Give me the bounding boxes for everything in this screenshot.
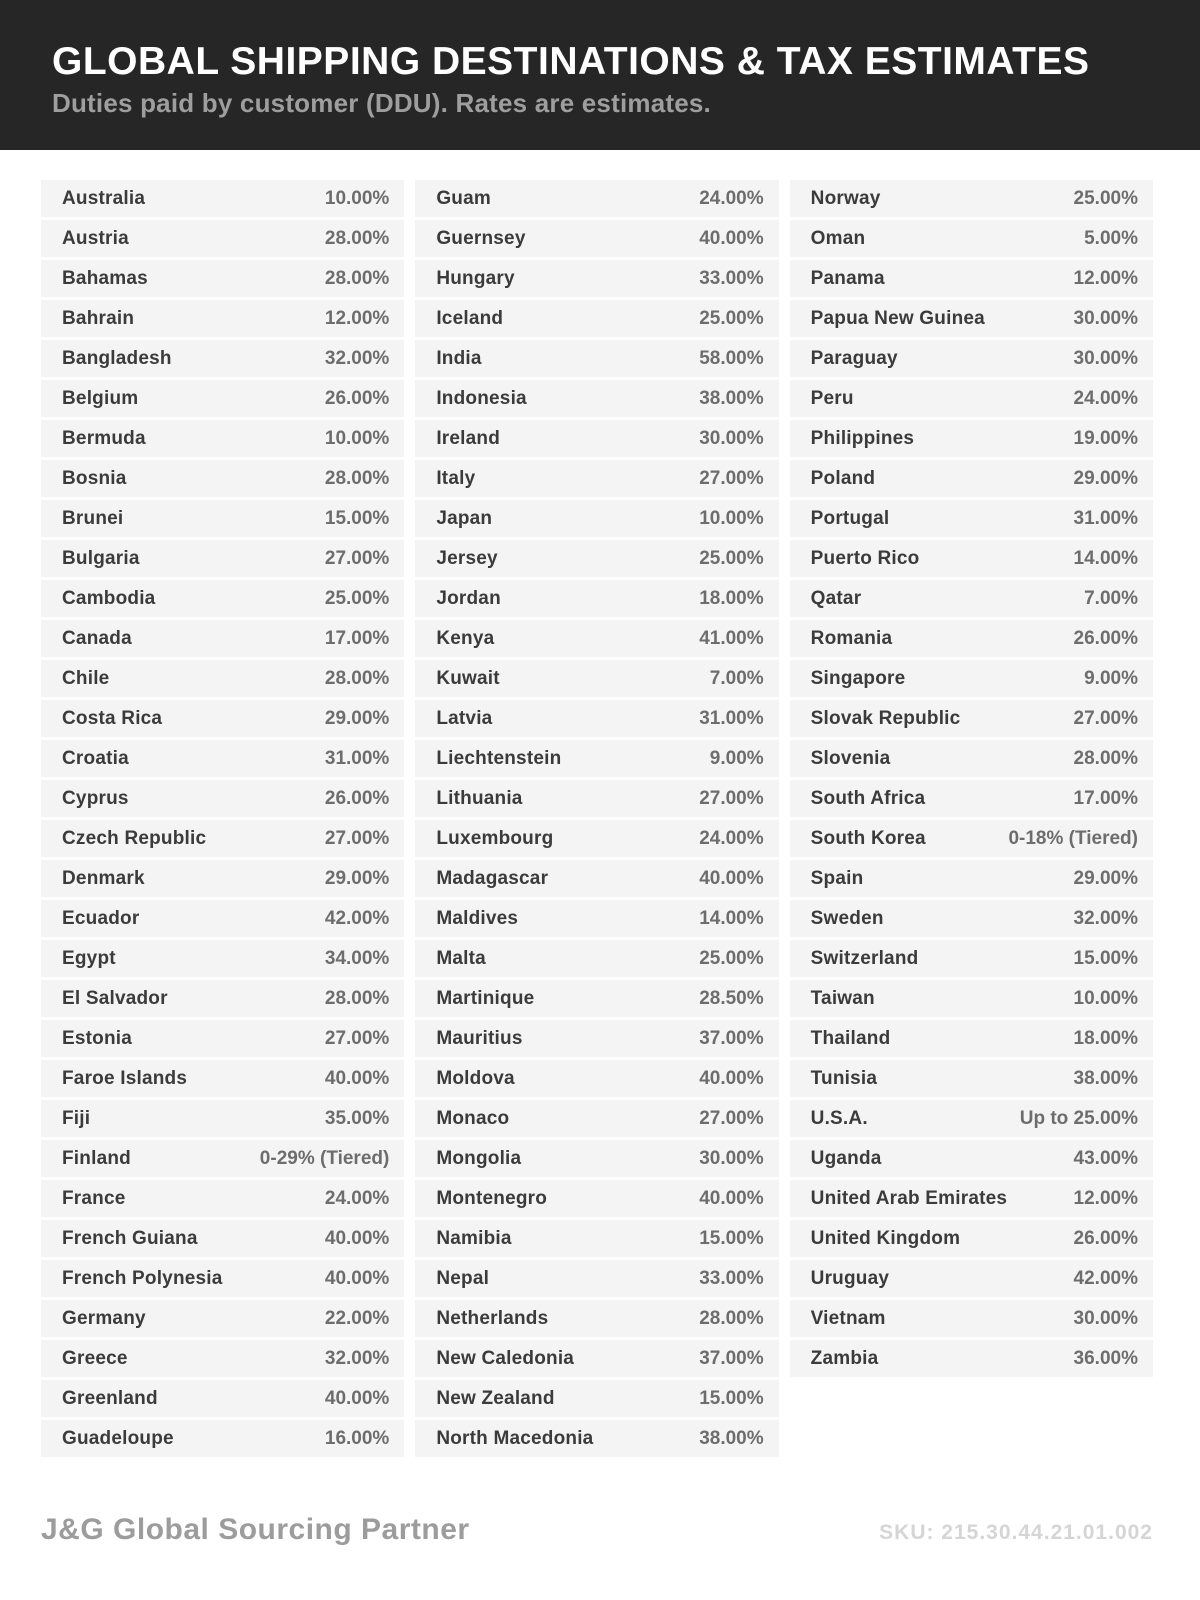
table-row bbox=[790, 1100, 1153, 1137]
table-row bbox=[41, 300, 404, 337]
country-label: Spain bbox=[810, 867, 864, 889]
table-row bbox=[790, 1340, 1153, 1377]
rate-value: 33.00% bbox=[699, 267, 764, 289]
rate-value: 25.00% bbox=[324, 587, 390, 609]
rate-value: 31.00% bbox=[699, 707, 764, 729]
table-row bbox=[415, 1180, 778, 1217]
rate-value: 26.00% bbox=[324, 387, 390, 409]
rate-value: 43.00% bbox=[1073, 1147, 1138, 1169]
rate-value: 38.00% bbox=[699, 387, 764, 409]
country-label: Monaco bbox=[436, 1107, 510, 1129]
table-row bbox=[415, 580, 778, 617]
country-label: Uganda bbox=[810, 1147, 882, 1169]
country-label: Cambodia bbox=[62, 587, 156, 609]
rate-value: 27.00% bbox=[324, 1027, 390, 1049]
country-label: Norway bbox=[810, 187, 881, 209]
table-row bbox=[415, 460, 778, 497]
country-label: Thailand bbox=[810, 1027, 891, 1049]
table-row bbox=[790, 900, 1153, 937]
rate-value: 40.00% bbox=[324, 1267, 390, 1289]
rate-value: 40.00% bbox=[699, 1067, 764, 1089]
table-row bbox=[790, 700, 1153, 737]
country-label: Germany bbox=[62, 1307, 146, 1329]
table-row bbox=[790, 340, 1153, 377]
rate-value: 42.00% bbox=[1073, 1267, 1138, 1289]
table-row bbox=[415, 1340, 778, 1377]
country-label: French Polynesia bbox=[62, 1267, 223, 1289]
country-label: Indonesia bbox=[436, 387, 527, 409]
rates-column-3 bbox=[790, 180, 1153, 1460]
rate-value: 5.00% bbox=[1084, 227, 1138, 249]
table-row bbox=[41, 580, 404, 617]
rate-value: 34.00% bbox=[324, 947, 390, 969]
country-label: Jordan bbox=[436, 587, 501, 609]
country-label: United Kingdom bbox=[810, 1227, 961, 1249]
table-row bbox=[790, 300, 1153, 337]
country-label: Guadeloupe bbox=[62, 1427, 174, 1449]
country-label: Slovak Republic bbox=[810, 707, 961, 729]
table-row bbox=[790, 1220, 1153, 1257]
table-row bbox=[415, 1060, 778, 1097]
rate-value: 15.00% bbox=[324, 507, 390, 529]
country-label: Panama bbox=[810, 267, 885, 289]
rate-value: 15.00% bbox=[699, 1387, 764, 1409]
country-label: Brunei bbox=[62, 507, 124, 529]
rate-value: 12.00% bbox=[324, 307, 390, 329]
table-row bbox=[41, 700, 404, 737]
table-row bbox=[415, 660, 778, 697]
rate-value: 25.00% bbox=[1073, 187, 1138, 209]
country-label: Australia bbox=[62, 187, 146, 209]
country-label: Bermuda bbox=[62, 427, 146, 449]
rate-value: 17.00% bbox=[1073, 787, 1138, 809]
rate-value: 28.00% bbox=[324, 667, 390, 689]
country-label: U.S.A. bbox=[810, 1107, 868, 1129]
country-label: Uruguay bbox=[810, 1267, 890, 1289]
country-label: Bulgaria bbox=[62, 547, 140, 569]
country-label: Ireland bbox=[436, 427, 501, 449]
country-label: Luxembourg bbox=[436, 827, 554, 849]
table-row bbox=[41, 780, 404, 817]
rate-value: 26.00% bbox=[324, 787, 390, 809]
rate-value: 28.00% bbox=[324, 987, 390, 1009]
table-row bbox=[790, 260, 1153, 297]
rate-value: 30.00% bbox=[699, 427, 764, 449]
country-label: Moldova bbox=[436, 1067, 515, 1089]
rate-value: 32.00% bbox=[324, 347, 390, 369]
table-row bbox=[41, 1020, 404, 1057]
country-label: Slovenia bbox=[810, 747, 891, 769]
table-row bbox=[790, 220, 1153, 257]
country-label: Romania bbox=[810, 627, 893, 649]
table-row bbox=[415, 1220, 778, 1257]
country-label: Peru bbox=[810, 387, 854, 409]
rate-value: 29.00% bbox=[324, 707, 390, 729]
table-row bbox=[41, 380, 404, 417]
table-row bbox=[41, 420, 404, 457]
table-row bbox=[790, 1260, 1153, 1297]
rate-value: 40.00% bbox=[324, 1227, 390, 1249]
rate-value: 32.00% bbox=[1073, 907, 1138, 929]
rate-value: 14.00% bbox=[1073, 547, 1138, 569]
country-label: Jersey bbox=[436, 547, 498, 569]
table-row bbox=[790, 380, 1153, 417]
rate-value: 28.00% bbox=[1073, 747, 1138, 769]
country-label: Malta bbox=[436, 947, 486, 969]
country-label: Ecuador bbox=[62, 907, 140, 929]
country-label: South Africa bbox=[810, 787, 926, 809]
rate-value: 24.00% bbox=[699, 827, 764, 849]
rate-value: 27.00% bbox=[1073, 707, 1138, 729]
country-label: Philippines bbox=[810, 427, 915, 449]
country-label: Belgium bbox=[62, 387, 139, 409]
country-label: Sweden bbox=[810, 907, 884, 929]
table-row bbox=[415, 980, 778, 1017]
rate-value: 18.00% bbox=[699, 587, 764, 609]
country-label: South Korea bbox=[810, 827, 926, 849]
rate-value: 26.00% bbox=[1073, 627, 1138, 649]
country-label: Austria bbox=[62, 227, 129, 249]
rate-value: 15.00% bbox=[699, 1227, 764, 1249]
rate-value: 32.00% bbox=[324, 1347, 390, 1369]
rate-value: 28.00% bbox=[324, 227, 390, 249]
rate-value: 40.00% bbox=[699, 867, 764, 889]
page-footer bbox=[41, 1513, 1153, 1547]
rate-value: 12.00% bbox=[1073, 267, 1138, 289]
country-label: Papua New Guinea bbox=[810, 307, 985, 329]
country-label: Bosnia bbox=[62, 467, 127, 489]
table-row bbox=[790, 580, 1153, 617]
table-row bbox=[790, 180, 1153, 217]
page-subtitle: Duties paid by customer (DDU). Rates are estimates. bbox=[52, 88, 711, 118]
country-label: Czech Republic bbox=[62, 827, 207, 849]
rate-value: 25.00% bbox=[699, 947, 764, 969]
rate-value: 58.00% bbox=[699, 347, 764, 369]
rate-value: 17.00% bbox=[324, 627, 390, 649]
table-row bbox=[790, 1140, 1153, 1177]
table-row bbox=[41, 1220, 404, 1257]
rate-value: 30.00% bbox=[1073, 307, 1138, 329]
rate-value: 19.00% bbox=[1073, 427, 1138, 449]
country-label: Guernsey bbox=[436, 227, 526, 249]
country-label: Netherlands bbox=[436, 1307, 549, 1329]
country-label: Puerto Rico bbox=[810, 547, 920, 569]
rate-value: 40.00% bbox=[699, 1187, 764, 1209]
country-label: Fiji bbox=[62, 1107, 91, 1129]
rate-value: 30.00% bbox=[1073, 347, 1138, 369]
country-label: Taiwan bbox=[810, 987, 875, 1009]
rate-value: 14.00% bbox=[699, 907, 764, 929]
rate-value: 7.00% bbox=[709, 667, 764, 689]
table-row bbox=[415, 1100, 778, 1137]
country-label: Vietnam bbox=[810, 1307, 886, 1329]
country-label: Estonia bbox=[62, 1027, 133, 1049]
rate-value: 24.00% bbox=[699, 187, 764, 209]
table-row bbox=[41, 1380, 404, 1417]
rate-value: 27.00% bbox=[699, 787, 764, 809]
rate-value: 38.00% bbox=[1073, 1067, 1138, 1089]
country-label: Canada bbox=[62, 627, 132, 649]
rate-value: 35.00% bbox=[324, 1107, 390, 1129]
rate-value: Up to 25.00% bbox=[1019, 1107, 1138, 1129]
rates-column-2 bbox=[415, 180, 778, 1460]
rate-value: 10.00% bbox=[324, 187, 390, 209]
country-label: Kenya bbox=[436, 627, 495, 649]
country-label: Montenegro bbox=[436, 1187, 548, 1209]
rate-value: 36.00% bbox=[1073, 1347, 1138, 1369]
table-row bbox=[41, 260, 404, 297]
country-label: Greece bbox=[62, 1347, 128, 1369]
table-row bbox=[415, 860, 778, 897]
table-row bbox=[41, 980, 404, 1017]
table-row bbox=[415, 940, 778, 977]
country-label: Greenland bbox=[62, 1387, 158, 1409]
rate-value: 10.00% bbox=[1073, 987, 1138, 1009]
table-row bbox=[415, 420, 778, 457]
country-label: Italy bbox=[436, 467, 476, 489]
rate-value: 29.00% bbox=[324, 867, 390, 889]
rate-value: 33.00% bbox=[699, 1267, 764, 1289]
table-row bbox=[790, 1060, 1153, 1097]
table-row bbox=[41, 820, 404, 857]
country-label: New Zealand bbox=[436, 1387, 555, 1409]
country-label: El Salvador bbox=[62, 987, 168, 1009]
country-label: Oman bbox=[810, 227, 866, 249]
country-label: Mauritius bbox=[436, 1027, 523, 1049]
rate-value: 0-29% (Tiered) bbox=[259, 1147, 390, 1169]
table-row bbox=[415, 260, 778, 297]
country-label: Portugal bbox=[810, 507, 890, 529]
rate-value: 27.00% bbox=[699, 1107, 764, 1129]
table-row bbox=[790, 980, 1153, 1017]
table-row bbox=[790, 940, 1153, 977]
table-row bbox=[790, 740, 1153, 777]
rate-value: 0-18% (Tiered) bbox=[1008, 827, 1138, 849]
table-row bbox=[41, 1140, 404, 1177]
table-row bbox=[41, 660, 404, 697]
table-row bbox=[415, 740, 778, 777]
rate-value: 28.00% bbox=[324, 467, 390, 489]
table-row bbox=[790, 660, 1153, 697]
table-row bbox=[41, 180, 404, 217]
country-label: Latvia bbox=[436, 707, 493, 729]
table-row bbox=[41, 900, 404, 937]
table-row bbox=[790, 540, 1153, 577]
rate-value: 38.00% bbox=[699, 1427, 764, 1449]
rate-value: 16.00% bbox=[324, 1427, 390, 1449]
country-label: Cyprus bbox=[62, 787, 129, 809]
country-label: French Guiana bbox=[62, 1227, 198, 1249]
rate-value: 25.00% bbox=[699, 547, 764, 569]
rates-column-1 bbox=[41, 180, 404, 1460]
table-row bbox=[415, 220, 778, 257]
table-row bbox=[41, 500, 404, 537]
country-label: France bbox=[62, 1187, 126, 1209]
rate-value: 18.00% bbox=[1073, 1027, 1138, 1049]
country-label: Bahamas bbox=[62, 267, 148, 289]
rate-value: 28.00% bbox=[324, 267, 390, 289]
country-label: Croatia bbox=[62, 747, 129, 769]
rate-value: 25.00% bbox=[699, 307, 764, 329]
table-row bbox=[790, 1180, 1153, 1217]
country-label: Iceland bbox=[436, 307, 504, 329]
page-header bbox=[0, 0, 1200, 150]
rate-value: 40.00% bbox=[324, 1387, 390, 1409]
table-row bbox=[41, 620, 404, 657]
table-row bbox=[415, 1300, 778, 1337]
table-row bbox=[790, 780, 1153, 817]
country-label: Kuwait bbox=[436, 667, 500, 689]
table-row bbox=[415, 700, 778, 737]
table-row bbox=[41, 220, 404, 257]
country-label: Bangladesh bbox=[62, 347, 172, 369]
brand-name: J&G Global Sourcing Partner bbox=[41, 1513, 470, 1546]
rate-value: 24.00% bbox=[324, 1187, 390, 1209]
country-label: Hungary bbox=[436, 267, 515, 289]
table-row bbox=[415, 1380, 778, 1417]
table-row bbox=[41, 740, 404, 777]
country-label: Finland bbox=[62, 1147, 131, 1169]
rate-value: 12.00% bbox=[1073, 1187, 1138, 1209]
table-row bbox=[41, 460, 404, 497]
rate-value: 26.00% bbox=[1073, 1227, 1138, 1249]
country-label: Paraguay bbox=[810, 347, 898, 369]
table-row bbox=[41, 1060, 404, 1097]
table-row bbox=[790, 460, 1153, 497]
table-row bbox=[415, 1140, 778, 1177]
country-label: Nepal bbox=[436, 1267, 490, 1289]
table-row bbox=[41, 1100, 404, 1137]
table-row bbox=[41, 340, 404, 377]
table-row bbox=[41, 1340, 404, 1377]
table-row bbox=[790, 860, 1153, 897]
table-row bbox=[41, 1420, 404, 1457]
rate-value: 24.00% bbox=[1073, 387, 1138, 409]
rate-value: 37.00% bbox=[699, 1027, 764, 1049]
table-row bbox=[790, 1300, 1153, 1337]
table-row bbox=[790, 500, 1153, 537]
country-label: Zambia bbox=[810, 1347, 879, 1369]
country-label: North Macedonia bbox=[436, 1427, 594, 1449]
table-row bbox=[415, 1260, 778, 1297]
sku-label: SKU: 215.30.44.21.01.002 bbox=[879, 1521, 1153, 1544]
country-label: Faroe Islands bbox=[62, 1067, 188, 1089]
country-label: Denmark bbox=[62, 867, 145, 889]
rate-value: 22.00% bbox=[324, 1307, 390, 1329]
country-label: Egypt bbox=[62, 947, 116, 969]
country-label: Singapore bbox=[810, 667, 906, 689]
rate-value: 27.00% bbox=[324, 547, 390, 569]
table-row bbox=[41, 1260, 404, 1297]
country-label: Costa Rica bbox=[62, 707, 163, 729]
rate-value: 31.00% bbox=[324, 747, 390, 769]
rate-value: 30.00% bbox=[699, 1147, 764, 1169]
table-row bbox=[415, 1020, 778, 1057]
table-row bbox=[415, 820, 778, 857]
rate-value: 40.00% bbox=[324, 1067, 390, 1089]
table-row bbox=[415, 900, 778, 937]
table-row bbox=[415, 500, 778, 537]
table-row bbox=[41, 940, 404, 977]
rate-value: 15.00% bbox=[1073, 947, 1138, 969]
rate-value: 27.00% bbox=[699, 467, 764, 489]
country-label: Madagascar bbox=[436, 867, 549, 889]
table-row bbox=[415, 780, 778, 817]
country-label: Maldives bbox=[436, 907, 519, 929]
table-row bbox=[415, 380, 778, 417]
rate-value: 31.00% bbox=[1073, 507, 1138, 529]
table-row bbox=[790, 820, 1153, 857]
country-label: Chile bbox=[62, 667, 110, 689]
table-row bbox=[790, 620, 1153, 657]
country-label: New Caledonia bbox=[436, 1347, 575, 1369]
rates-table bbox=[41, 180, 1153, 1460]
page-title: GLOBAL SHIPPING DESTINATIONS & TAX ESTIMATES bbox=[52, 40, 1090, 83]
table-row bbox=[415, 1420, 778, 1457]
rate-value: 28.00% bbox=[699, 1307, 764, 1329]
country-label: Liechtenstein bbox=[436, 747, 562, 769]
table-row bbox=[415, 180, 778, 217]
rate-value: 29.00% bbox=[1073, 467, 1138, 489]
rate-value: 10.00% bbox=[324, 427, 390, 449]
table-row bbox=[790, 1020, 1153, 1057]
country-label: Tunisia bbox=[810, 1067, 878, 1089]
country-label: Guam bbox=[436, 187, 491, 209]
country-label: Qatar bbox=[810, 587, 862, 609]
country-label: Martinique bbox=[436, 987, 535, 1009]
table-row bbox=[41, 1180, 404, 1217]
table-row bbox=[415, 540, 778, 577]
rate-value: 27.00% bbox=[324, 827, 390, 849]
country-label: Mongolia bbox=[436, 1147, 522, 1169]
rate-value: 40.00% bbox=[699, 227, 764, 249]
rate-value: 28.50% bbox=[699, 987, 764, 1009]
rate-value: 29.00% bbox=[1073, 867, 1138, 889]
country-label: India bbox=[436, 347, 482, 369]
country-label: Bahrain bbox=[62, 307, 135, 329]
rate-value: 37.00% bbox=[699, 1347, 764, 1369]
table-row bbox=[415, 340, 778, 377]
rate-value: 10.00% bbox=[699, 507, 764, 529]
country-label: Poland bbox=[810, 467, 876, 489]
table-row bbox=[41, 540, 404, 577]
rate-value: 9.00% bbox=[1084, 667, 1138, 689]
rate-value: 41.00% bbox=[699, 627, 764, 649]
country-label: Lithuania bbox=[436, 787, 523, 809]
country-label: Switzerland bbox=[810, 947, 919, 969]
table-row bbox=[41, 860, 404, 897]
table-row bbox=[415, 620, 778, 657]
rate-value: 42.00% bbox=[324, 907, 390, 929]
table-row bbox=[41, 1300, 404, 1337]
rate-value: 7.00% bbox=[1084, 587, 1138, 609]
table-row bbox=[790, 420, 1153, 457]
table-row bbox=[415, 300, 778, 337]
rate-value: 9.00% bbox=[709, 747, 764, 769]
country-label: United Arab Emirates bbox=[810, 1187, 1008, 1209]
country-label: Japan bbox=[436, 507, 493, 529]
country-label: Namibia bbox=[436, 1227, 512, 1249]
rate-value: 30.00% bbox=[1073, 1307, 1138, 1329]
